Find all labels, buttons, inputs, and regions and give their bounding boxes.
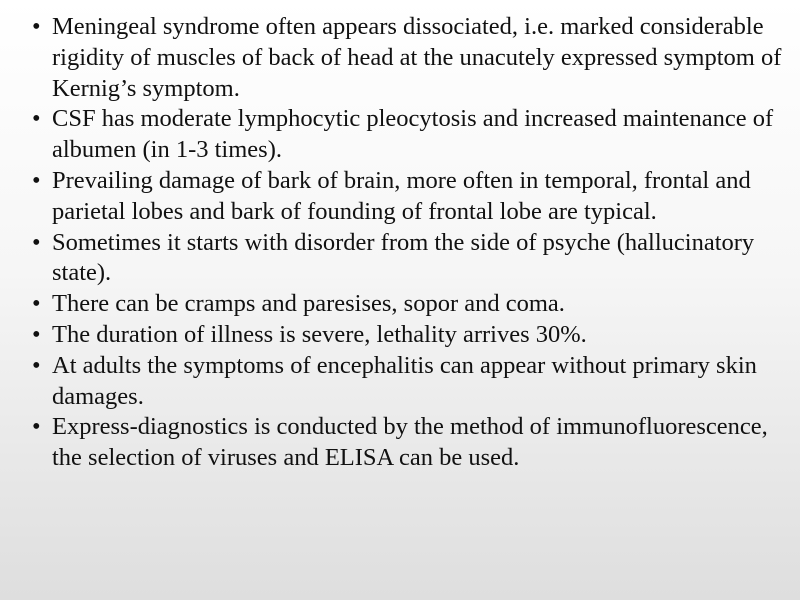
bullet-item (30, 320, 782, 351)
bullet-text: There can be cramps and paresises, sopor and coma. (52, 290, 565, 318)
bullet-dot-icon: • (32, 413, 41, 441)
bullet-text: Meningeal syndrome often appears dissociated, i.e. marked considerable rigidity of muscles of back of head at the unacutely expressed symptom of Kernig’s symptom. (52, 13, 782, 102)
bullet-text: CSF has moderate lymphocytic pleocytosis and increased maintenance of albumen (in 1-3 times). (52, 105, 774, 164)
bullet-dot-icon: • (32, 105, 41, 133)
bullet-item (30, 12, 782, 104)
bullet-item (30, 351, 782, 413)
bullet-dot-icon: • (32, 13, 41, 40)
bullet-text: At adults the symptoms of encephalitis can appear without primary skin damages. (52, 351, 757, 410)
bullet-item (30, 412, 782, 474)
bullet-item (30, 228, 782, 290)
bullet-dot-icon: • (32, 166, 41, 194)
bullet-dot-icon: • (32, 320, 41, 348)
bullet-text: Sometimes it starts with disorder from the side of psyche (hallucinatory state). (52, 228, 755, 287)
bullet-dot-icon: • (32, 290, 41, 318)
bullet-text: Express-diagnostics is conducted by the method of immunofluorescence, the selection of viruses and ELISA can be used. (52, 413, 768, 472)
bullet-list (30, 12, 782, 474)
bullet-item (30, 289, 782, 320)
bullet-item (30, 166, 782, 228)
bullet-text: Prevailing damage of bark of brain, more often in temporal, frontal and parietal lobes and bark of founding of frontal lobe are typical. (52, 166, 751, 225)
bullet-dot-icon: • (32, 351, 41, 379)
bullet-text: The duration of illness is severe, lethality arrives 30%. (52, 320, 587, 348)
bullet-item (30, 104, 782, 166)
bullet-dot-icon: • (32, 228, 41, 256)
